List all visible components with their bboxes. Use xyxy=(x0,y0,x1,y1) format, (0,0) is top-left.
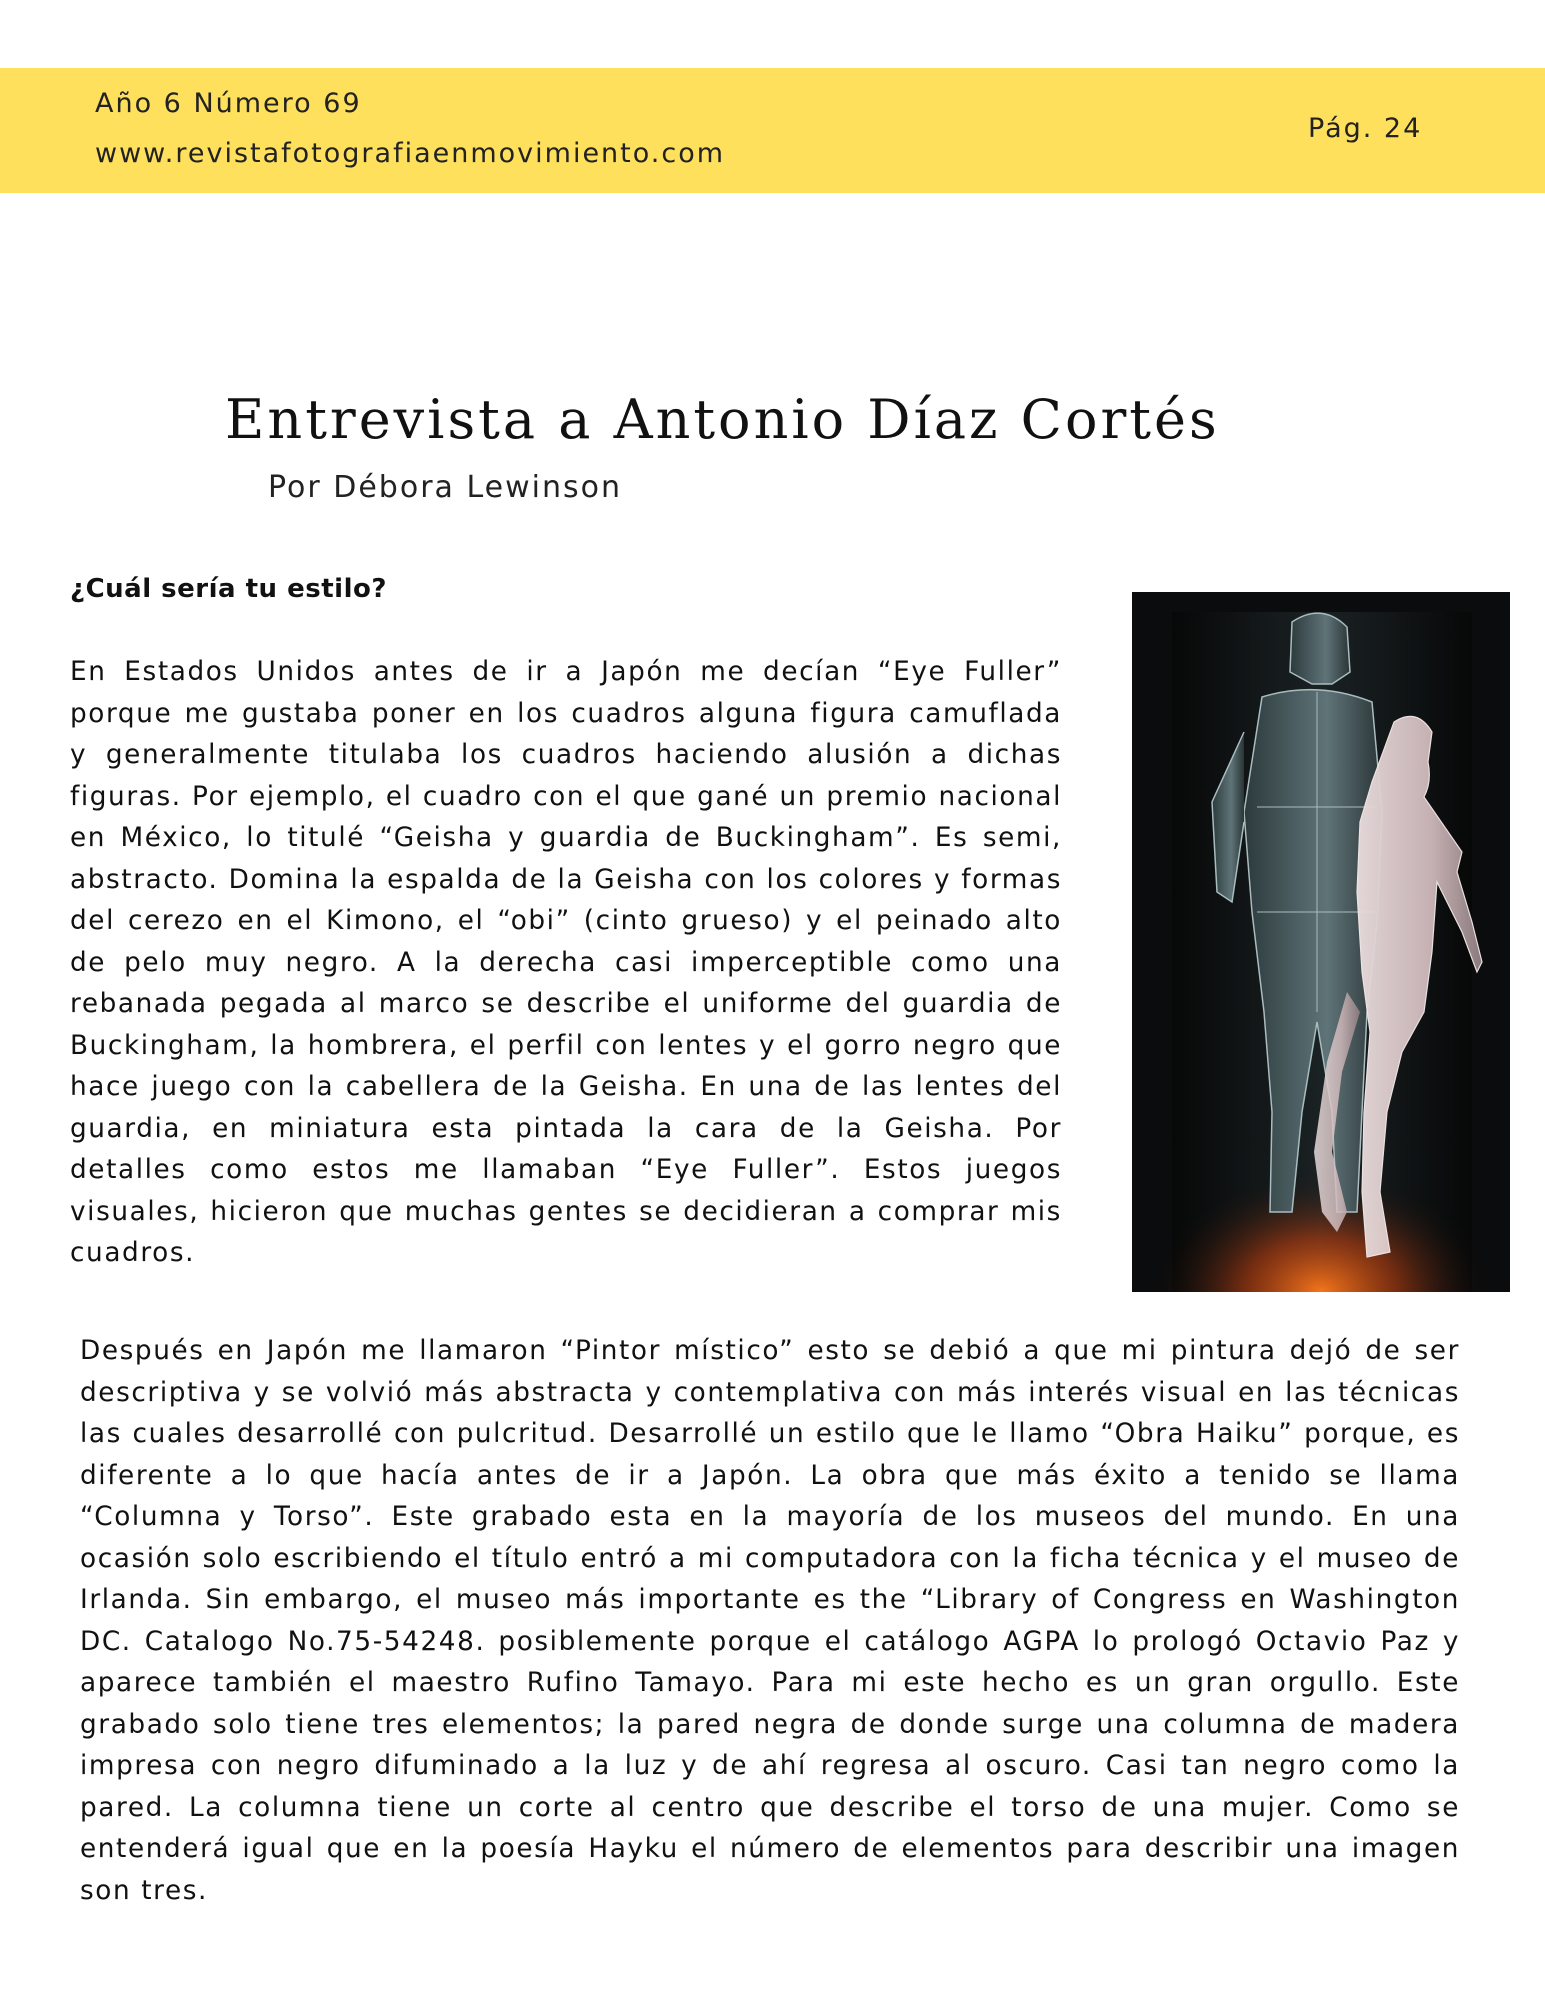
article-byline: Por Débora Lewinson xyxy=(268,470,622,505)
answer-paragraph-1: En Estados Unidos antes de ir a Japón me decían “Eye Fuller” porque me gustaba poner en los cuadros alguna figura camuflada y generalmente titulaba los cuadros haciendo alusión a dichas figuras. Por ejemplo, el cuadro con el que gané un premio nacional en México, lo titulé “Geisha y guardia de Buckingham”. Es semi, abstracto. Domina la espalda de la Geisha con los colores y formas del cerezo en el Kimono, el “obi” (cinto grueso) y el peinado alto de pelo muy negro. A la derecha casi imperceptible como una rebanada pegada al marco se describe el uniforme del guardia de Buckingham, la hombrera, el perfil con lentes y el gorro negro que hace juego con la cabellera de la Geisha. En una de las lentes del guardia, en miniatura esta pintada la cara de la Geisha. Por detalles como estos me llamaban “Eye Fuller”. Estos juegos visuales, hicieron que muchas gentes se decidieran a comprar mis cuadros. xyxy=(70,657,1062,1268)
issue-number: Año 6 Número 69 xyxy=(95,88,362,119)
article-title: Entrevista a Antonio Díaz Cortés xyxy=(225,388,1220,451)
artwork-image xyxy=(1132,592,1510,1292)
website-url[interactable]: www.revistafotografiaenmovimiento.com xyxy=(95,138,726,169)
answer-paragraph-2: Después en Japón me llamaron “Pintor místico” esto se debió a que mi pintura dejó de ser descriptiva y se volvió más abstracta y contemplativa con más interés visual en las técnicas las cuales desarrollé con pulcritud. Desarrollé un estilo que le llamo “Obra Haiku” porque, es diferente a lo que hacía antes de ir a Japón. La obra que más éxito a tenido se llama “Columna y Torso”. Este grabado esta en la mayoría de los museos del mundo. En una ocasión solo escribiendo el título entró a mi computadora con la ficha técnica y el museo de Irlanda. Sin embargo, el museo más importante es the “Library of Congress en Washington DC. Catalogo No.75-54248. posiblemente porque el catálogo AGPA lo prologó Octavio Paz y aparece también el maestro Rufino Tamayo. Para mi este hecho es un gran orgullo. Este grabado solo tiene tres elementos; la pared negra de donde surge una columna de madera impresa con negro difuminado a la luz y de ahí regresa al oscuro. Casi tan negro como la pared. La columna tiene un corte al centro que describe el torso de una mujer. Como se entenderá igual que en la poesía Hayku el número de elementos para describir una imagen son tres. xyxy=(80,1336,1460,1906)
artwork-figures-illustration xyxy=(1132,592,1510,1292)
page-number: Pág. 24 xyxy=(1308,113,1423,144)
interview-question: ¿Cuál sería tu estilo? xyxy=(70,574,387,604)
